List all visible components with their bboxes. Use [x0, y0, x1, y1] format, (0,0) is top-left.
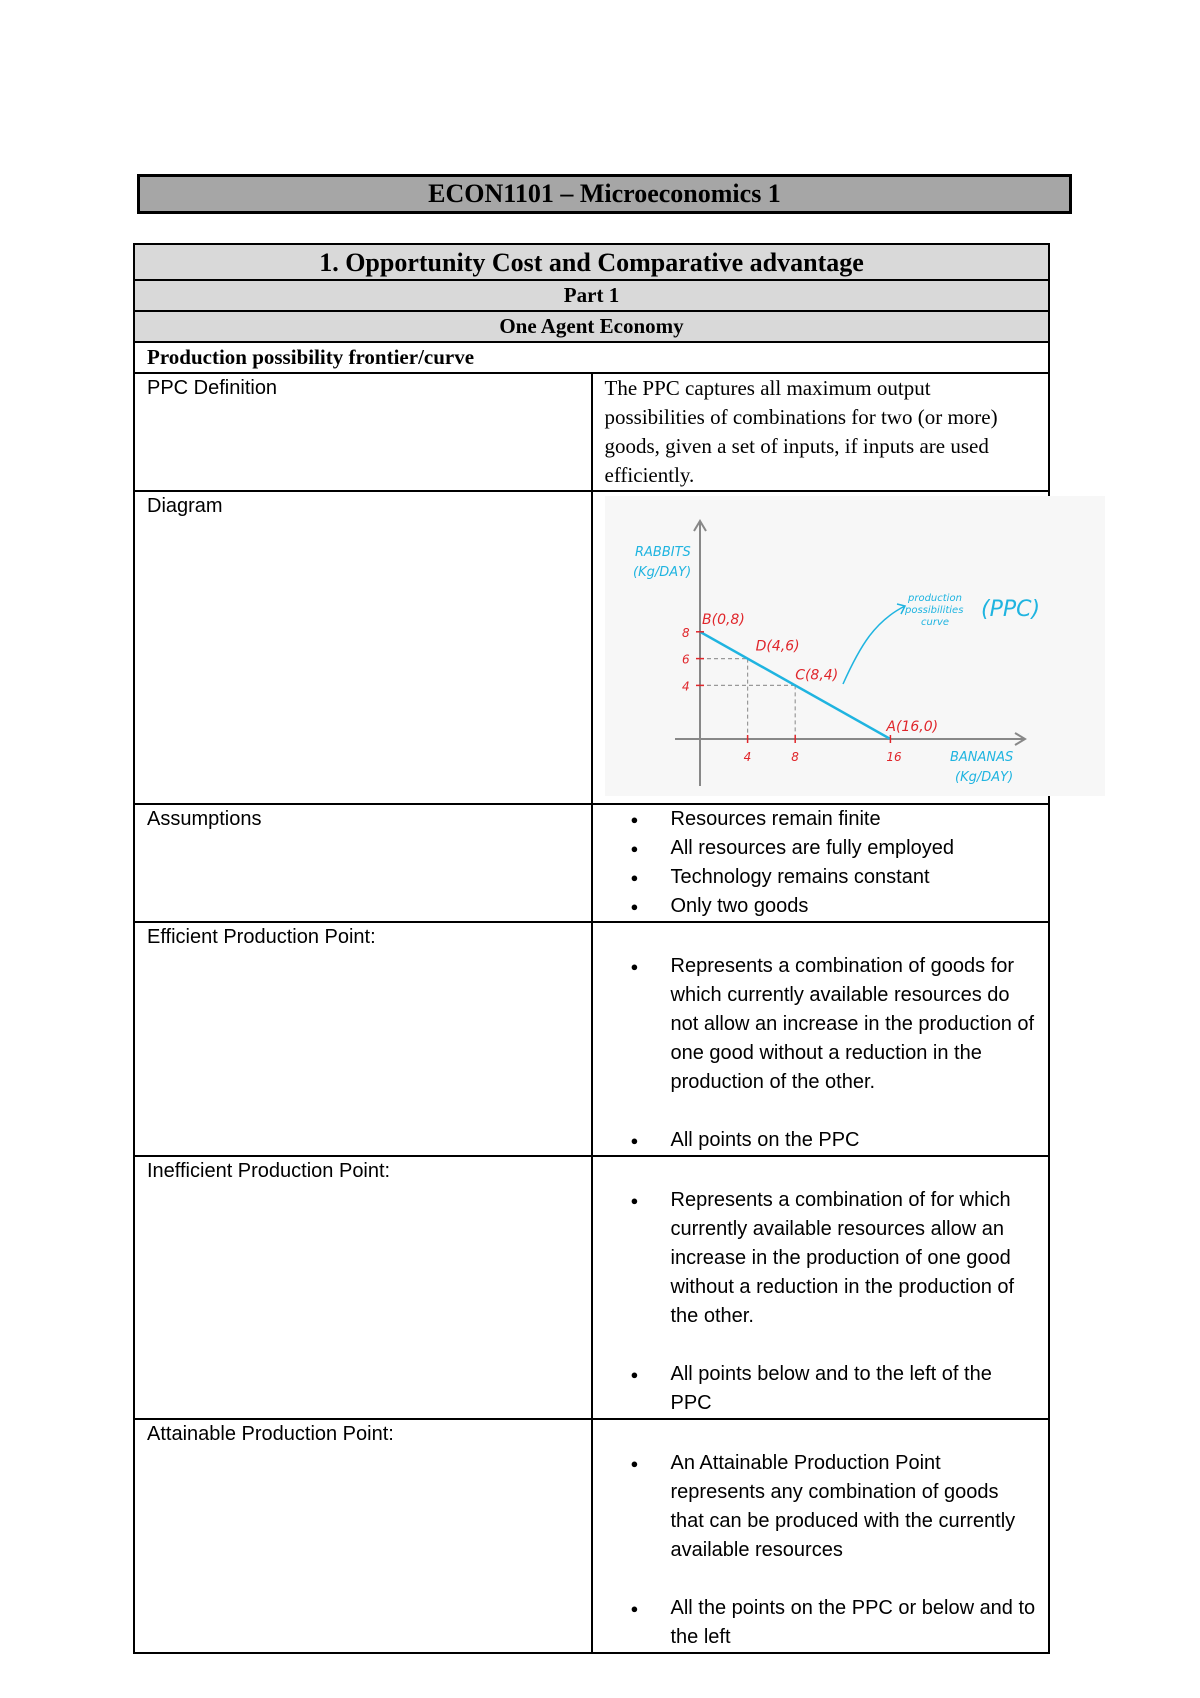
attainable-row — [134, 1419, 1049, 1653]
list-item: ● All points on the PPC — [671, 1126, 1037, 1155]
definition-text: The PPC captures all maximum output possibilities of combinations for two (or more) goods, given a set of inputs, if inputs are used efficiently. — [592, 373, 1050, 491]
list-item: ● All points below and to the left of the PPC — [671, 1360, 1037, 1418]
list-item: ● Represents a combination of for which currently available resources allow an increase in the production of one good without a reduction in the production of the other. — [671, 1186, 1037, 1331]
section-title-row — [134, 244, 1049, 280]
list-item: ● All the points on the PPC or below and to the left — [671, 1594, 1037, 1652]
list-item: ● Represents a combination of goods for which currently available resources do not allow an increase in the production of one good without a reduction in the production of the other. — [671, 952, 1037, 1097]
x-tick-label: 4 — [743, 750, 751, 764]
attainable-list — [605, 1449, 1037, 1652]
section-title: 1. Opportunity Cost and Comparative advantage — [134, 244, 1049, 280]
diagram-row — [134, 491, 1049, 804]
y-axis-label-1: RABBITS — [634, 545, 691, 560]
diagram-background — [605, 496, 1105, 796]
efficient-row — [134, 922, 1049, 1156]
assumptions-content — [592, 804, 1050, 922]
definition-label: PPC Definition — [134, 373, 592, 491]
list-item: ● An Attainable Production Point represents any combination of goods that can be produced with the currently available resources — [671, 1449, 1037, 1565]
diagram-label: Diagram — [134, 491, 592, 804]
x-tick-label: 16 — [885, 750, 902, 764]
efficient-list — [605, 952, 1037, 1155]
inefficient-content — [592, 1156, 1050, 1419]
x-axis-label-1: BANANAS — [949, 750, 1013, 765]
inefficient-row — [134, 1156, 1049, 1419]
course-title: ECON1101 – Microeconomics 1 — [137, 174, 1072, 214]
y-tick-label: 8 — [681, 625, 690, 640]
point-label: A(16,0) — [885, 719, 938, 735]
point-label: C(8,4) — [794, 667, 838, 684]
x-axis-label-2: (Kg/DAY) — [954, 770, 1013, 785]
point-label: D(4,6) — [755, 638, 800, 655]
attainable-label: Attainable Production Point: — [134, 1419, 592, 1653]
annotation-line-1: production — [907, 593, 962, 604]
topic-heading: Production possibility frontier/curve — [134, 342, 1049, 373]
annotation-ppc: (PPC) — [980, 597, 1040, 622]
efficient-content — [592, 922, 1050, 1156]
attainable-content — [592, 1419, 1050, 1653]
assumptions-row — [134, 804, 1049, 922]
inefficient-list — [605, 1186, 1037, 1418]
point-label: B(0,8) — [701, 611, 745, 628]
annotation-line-2: possibilities — [904, 605, 963, 616]
annotation-line-3: curve — [920, 617, 949, 628]
notes-table — [133, 243, 1050, 1654]
list-item: ● Only two goods — [671, 892, 1037, 921]
efficient-label: Efficient Production Point: — [134, 922, 592, 1156]
inefficient-label: Inefficient Production Point: — [134, 1156, 592, 1419]
diagram-cell — [592, 491, 1050, 804]
y-tick-label: 4 — [681, 679, 690, 694]
topic-row — [134, 342, 1049, 373]
list-item: ● Resources remain finite — [671, 805, 1037, 834]
subpart-row — [134, 311, 1049, 342]
y-axis-label-2: (Kg/DAY) — [632, 565, 691, 580]
ppc-diagram — [605, 496, 1105, 796]
list-item: ● All resources are fully employed — [671, 834, 1037, 863]
y-tick-label: 6 — [681, 652, 690, 667]
assumptions-list — [605, 805, 1037, 921]
x-tick-label: 8 — [790, 750, 799, 764]
definition-row — [134, 373, 1049, 491]
list-item: ● Technology remains constant — [671, 863, 1037, 892]
subpart-heading: One Agent Economy — [134, 311, 1049, 342]
part-row — [134, 280, 1049, 311]
part-heading: Part 1 — [134, 280, 1049, 311]
assumptions-label: Assumptions — [134, 804, 592, 922]
